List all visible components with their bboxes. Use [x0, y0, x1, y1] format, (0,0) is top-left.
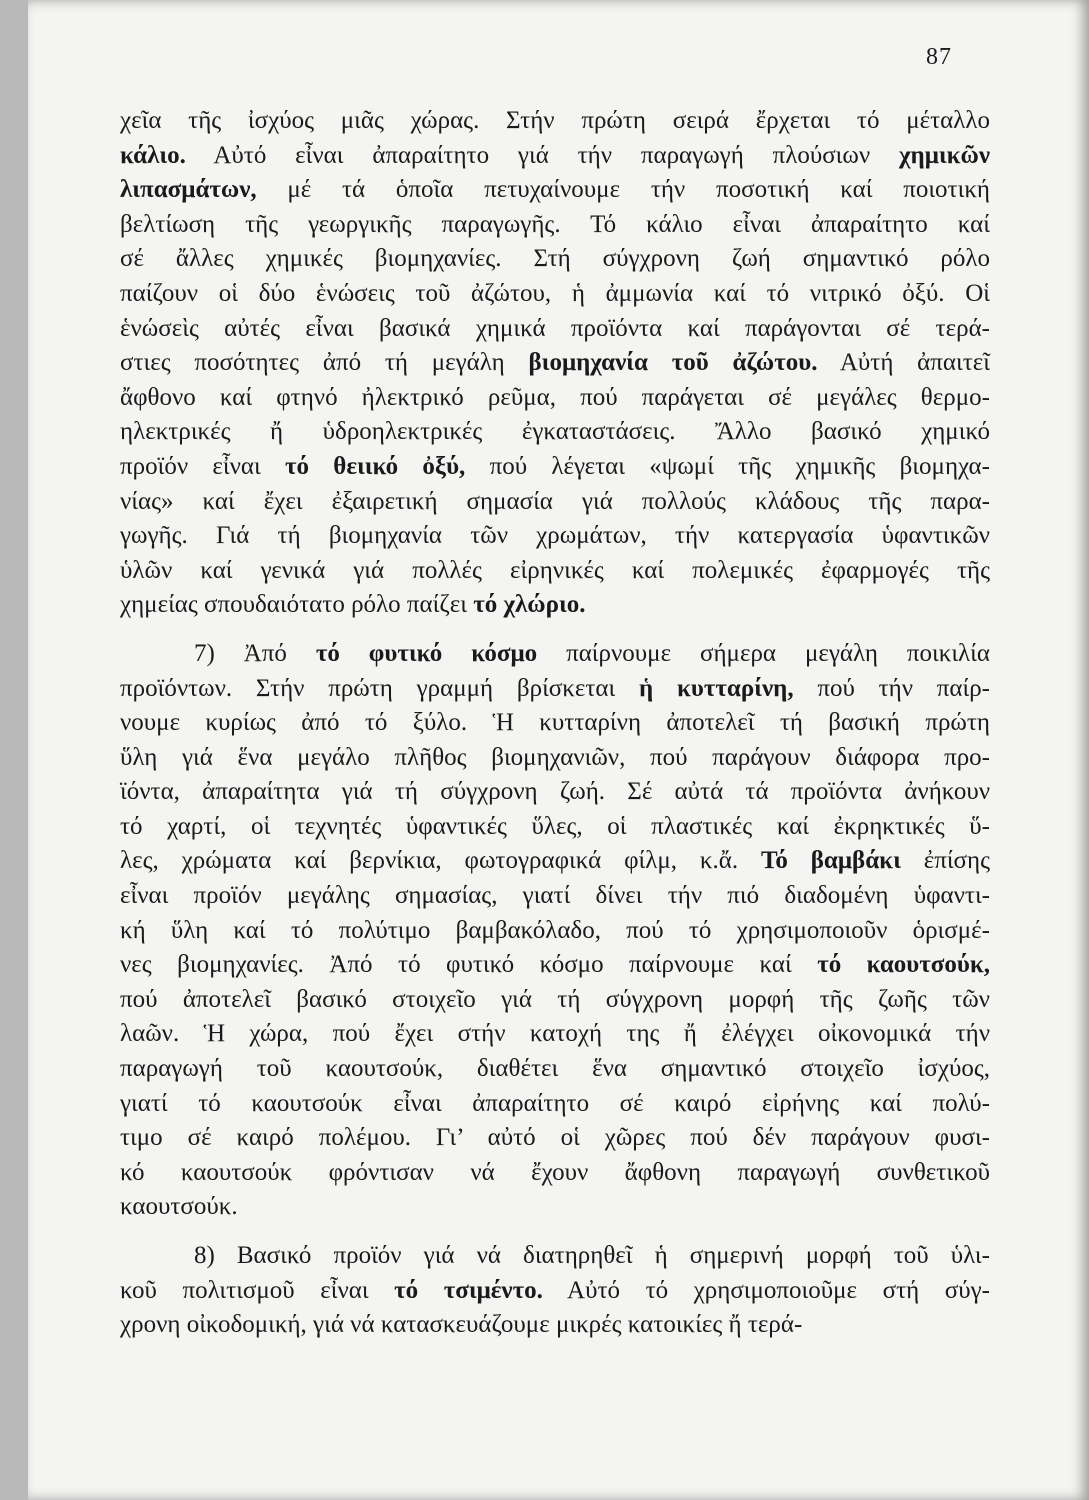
text-line	[120, 450, 990, 485]
text-run: πού λέγεται «ψωμί τῆς χημικῆς βιομηχα-	[465, 452, 990, 480]
text-run: νες βιομηχανίες. Ἀπό τό φυτικό κόσμο παίρνουμε καί	[120, 951, 818, 979]
text-line	[120, 1087, 990, 1122]
paragraph-gap	[120, 623, 990, 637]
text-line	[120, 775, 990, 810]
bold-term: χημικῶν	[899, 141, 990, 169]
text-line	[120, 208, 990, 243]
text-line	[120, 914, 990, 949]
text-line	[120, 1274, 990, 1309]
text-run: χεῖα τῆς ἰσχύος μιᾶς χώρας. Στήν πρώτη σειρά ἔρχεται τό μέταλλο	[120, 107, 990, 134]
bold-term: βιομηχανία τοῦ ἀζώτου.	[528, 349, 818, 377]
body-text	[120, 104, 990, 1343]
text-line	[120, 139, 990, 174]
bold-term: τό χλώριο.	[473, 591, 586, 619]
bold-term: τό τσιμέντο.	[394, 1276, 543, 1304]
text-line	[120, 346, 990, 381]
bold-term: τό καουτσούκ,	[817, 951, 990, 979]
text-line	[120, 381, 990, 416]
text-line	[120, 485, 990, 520]
text-run: βελτίωση τῆς γεωργικῆς παραγωγῆς. Τό κάλιο εἶναι ἀπαραίτητο καί	[120, 210, 990, 238]
bold-term: ἡ κυτταρίνη,	[639, 674, 794, 702]
text-line	[120, 1052, 990, 1087]
text-line	[120, 1017, 990, 1052]
text-line	[120, 277, 990, 312]
text-run: ἑνώσεὶς αὐτές εἶναι βασικά χημικά προϊόντα καί παράγονται σέ τερά-	[120, 314, 990, 342]
text-line	[120, 879, 990, 914]
text-line	[120, 242, 990, 277]
text-run: χημείας σπουδαιότατο ρόλο παίζει	[120, 591, 474, 619]
text-line	[120, 637, 990, 672]
text-run: παίζουν οἱ δύο ἑνώσεις τοῦ ἀζώτου, ἡ ἀμμωνία καί τό νιτρικό ὀξύ. Οἱ	[120, 279, 990, 307]
text-run: ηλεκτρικές ἤ ὑδροηλεκτρικές ἐγκαταστάσεις. Ἄλλο βασικό χημικό	[120, 418, 990, 446]
text-run: κό καουτσούκ φρόντισαν νά ἔχουν ἄφθονη παραγωγή συνθετικοῦ	[120, 1158, 990, 1186]
text-run: ἄφθονο καί φτηνό ἠλεκτρικό ρεῦμα, πού παράγεται σέ μεγάλες θερμο-	[120, 383, 990, 411]
text-run: πού ἀποτελεῖ βασικό στοιχεῖο γιά τή σύγχρονη μορφή τῆς ζωῆς τῶν	[120, 985, 990, 1013]
text-run: χρονη οἰκοδομική, γιά νά κατασκευάζουμε μικρές κατοικίες ἤ τερά-	[120, 1311, 803, 1339]
book-page	[28, 0, 1089, 1500]
text-line	[120, 519, 990, 554]
bold-term: τό θειικό ὀξύ,	[285, 452, 466, 480]
text-line	[120, 948, 990, 983]
text-run: κή ὕλη καί τό πολύτιμο βαμβακόλαδο, πού τό χρησιμοποιοῦν ὁρισμέ-	[120, 916, 990, 944]
text-line	[120, 706, 990, 741]
text-run: πού τήν παίρ-	[793, 674, 991, 702]
text-line	[120, 1308, 990, 1343]
text-run: τιμο σέ καιρό πολέμου. Γι’ αὐτό οἱ χῶρες πού δέν παράγουν φυσι-	[120, 1124, 990, 1152]
text-run: 8) Βασικό προϊόν γιά νά διατηρηθεῖ ἡ σημερινή μορφή τοῦ ὑλι-	[194, 1242, 990, 1269]
text-line	[120, 810, 990, 845]
text-run: προϊόν εἶναι	[120, 452, 285, 480]
text-run: μέ τά ὁποῖα πετυχαίνουμε τήν ποσοτική καί ποιοτική	[256, 176, 990, 204]
text-run: καουτσούκ.	[120, 1193, 238, 1221]
text-run: ϊόντα, ἀπαραίτητα γιά τή σύγχρονη ζωή. Σέ αὐτά τά προϊόντα ἀνήκουν	[120, 778, 990, 806]
text-run: κοῦ πολιτισμοῦ εἶναι	[120, 1276, 395, 1304]
text-line	[120, 1121, 990, 1156]
text-run: γιατί τό καουτσούκ εἶναι ἀπαραίτητο σέ καιρό εἰρήνης καί πολύ-	[120, 1089, 990, 1117]
text-run: Αὐτό εἶναι ἀπαραίτητο γιά τήν παραγωγή πλούσιων	[185, 141, 899, 169]
bold-term: λιπασμάτων,	[120, 176, 257, 204]
text-run: τό χαρτί, οἱ τεχνητές ὑφαντικές ὕλες, οἱ πλαστικές καί ἐκρηκτικές ὕ-	[120, 812, 990, 840]
text-line	[120, 983, 990, 1018]
text-run: στιες ποσότητες ἀπό τή μεγάλη	[120, 349, 529, 377]
text-run: λες, χρώματα καί βερνίκια, φωτογραφικά φίλμ, κ.ἄ.	[120, 847, 761, 875]
bold-term: κάλιο.	[120, 141, 186, 169]
text-line	[120, 312, 990, 347]
text-run: παραγωγή τοῦ καουτσούκ, διαθέτει ἕνα σημαντικό στοιχεῖο ἰσχύος,	[120, 1055, 990, 1083]
text-line	[120, 844, 990, 879]
text-run: παίρνουμε σήμερα μεγάλη ποικιλία	[537, 639, 990, 667]
paragraph	[120, 637, 990, 1225]
text-line	[120, 415, 990, 450]
text-run: 7) Ἀπό	[194, 639, 316, 667]
text-run: γωγῆς. Γιά τή βιομηχανία τῶν χρωμάτων, τήν κατεργασία ὑφαντικῶν	[120, 522, 990, 550]
text-run: ὕλη γιά ἕνα μεγάλο πλῆθος βιομηχανιῶν, πού παράγουν διάφορα προ-	[120, 743, 990, 771]
text-line	[120, 1156, 990, 1191]
text-run: νίας» καί ἔχει ἐξαιρετική σημασία γιά πολλούς κλάδους τῆς παρα-	[120, 487, 990, 515]
text-run: προϊόντων. Στήν πρώτη γραμμή βρίσκεται	[120, 674, 640, 702]
text-run: σέ ἄλλες χημικές βιομηχανίες. Στή σύγχρονη ζωή σημαντικό ρόλο	[120, 245, 990, 273]
text-line	[120, 588, 990, 623]
text-line	[120, 672, 990, 707]
text-line	[120, 104, 990, 139]
text-line	[120, 1190, 990, 1225]
text-run: λαῶν. Ἡ χώρα, πού ἔχει στήν κατοχή της ἤ ἐλέγχει οἰκονομικά τήν	[120, 1020, 990, 1048]
text-run: ὑλῶν καί γενικά γιά πολλές εἰρηνικές καί πολεμικές ἐφαρμογές τῆς	[120, 556, 990, 584]
paragraph	[120, 1239, 990, 1343]
page-number: 87	[926, 44, 952, 70]
text-run: Αὐτό τό χρησιμοποιοῦμε στή σύγ-	[542, 1276, 990, 1304]
text-run: εἶναι προϊόν μεγάλης σημασίας, γιατί δίνει τήν πιό διαδομένη ὑφαντι-	[120, 882, 990, 910]
paragraph-gap	[120, 1225, 990, 1239]
paragraph	[120, 104, 990, 623]
text-run: ἐπίσης	[900, 847, 990, 875]
text-line	[120, 1239, 990, 1274]
text-line	[120, 554, 990, 589]
text-run: νουμε κυρίως ἀπό τό ξύλο. Ἡ κυτταρίνη ἀποτελεῖ τή βασική πρώτη	[120, 709, 990, 737]
text-run: Αὐτή ἀπαιτεῖ	[817, 349, 990, 377]
text-line	[120, 173, 990, 208]
bold-term: Τό βαμβάκι	[760, 847, 901, 875]
text-line	[120, 741, 990, 776]
bold-term: τό φυτικό κόσμο	[315, 639, 538, 667]
